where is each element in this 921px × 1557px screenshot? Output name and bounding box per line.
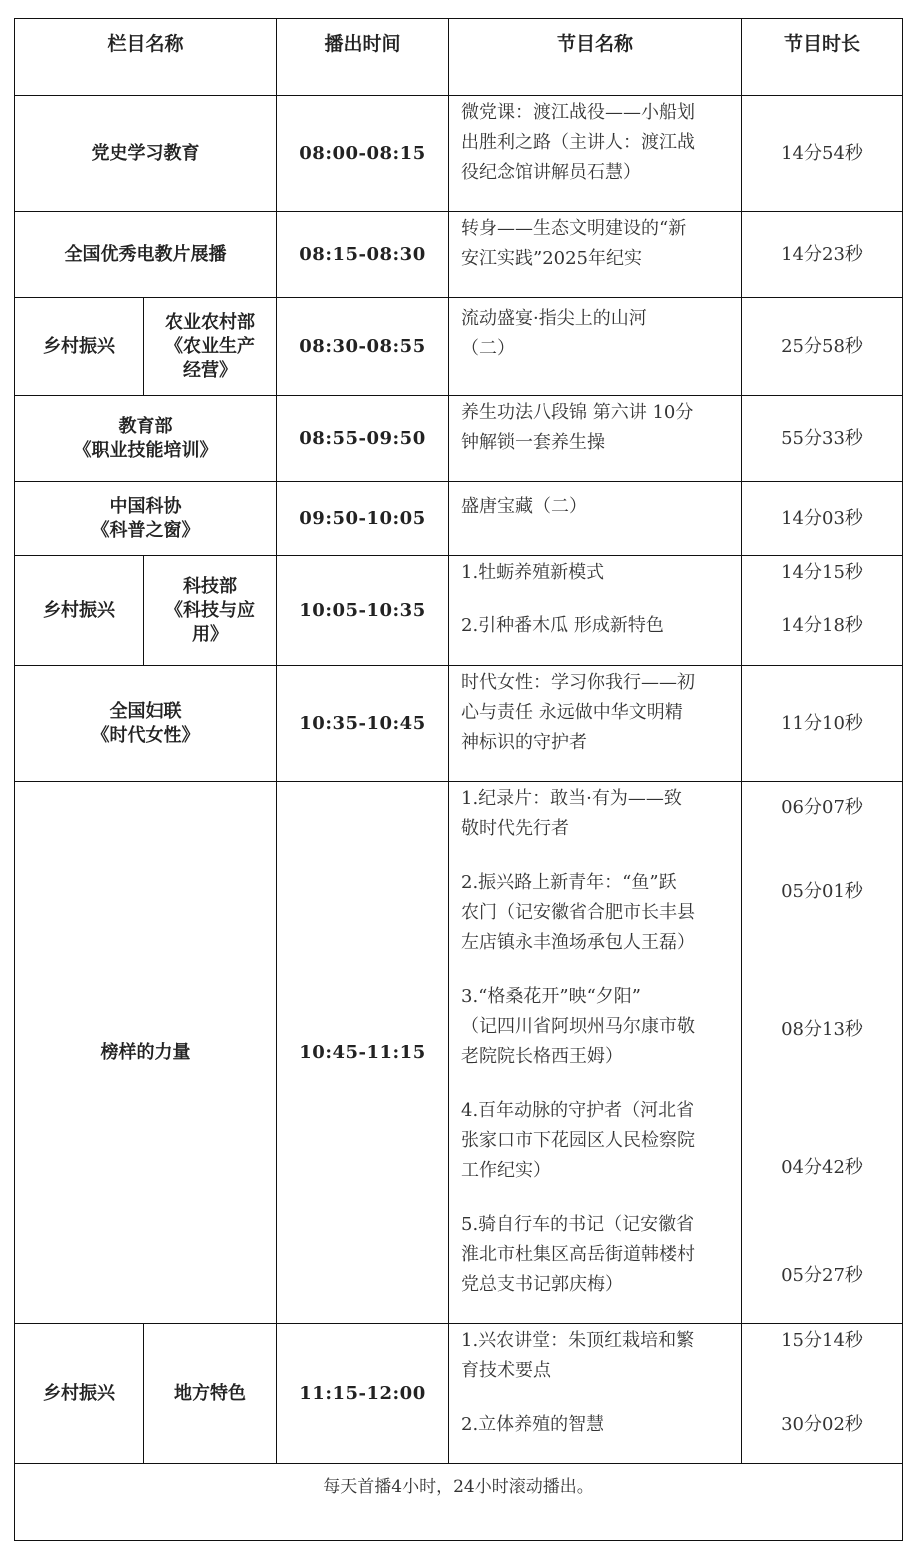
program-line: 1.牡蛎养殖新模式 [461,562,605,583]
sub-column-line: 科技部 [183,575,237,597]
program-line: 左店镇永丰渔场承包人王磊） [461,932,695,953]
column-name-cell: 党史学习教育 [15,96,277,212]
program-line: 淮北市杜集区高岳街道韩楼村 [461,1244,695,1265]
header-program-name: 节目名称 [449,19,742,96]
program-name-cell [449,556,742,666]
header-column-name: 栏目名称 [15,19,277,96]
duration-cell: 14分54秒 [742,96,903,212]
duration-cell: 25分58秒 [742,298,903,396]
column-name-cell: 乡村振兴 [15,298,144,396]
program-line: 役纪念馆讲解员石慧） [461,162,641,183]
sub-column-cell [144,298,277,396]
air-time-cell: 10:05-10:35 [277,556,449,666]
program-line: 2.振兴路上新青年：“鱼”跃 [461,872,677,893]
column-name-line: 教育部 [118,415,173,437]
duration-cell: 55分33秒 [742,396,903,482]
program-line: 出胜利之路（主讲人：渡江战 [461,132,695,153]
program-line: 4.百年动脉的守护者（河北省 [461,1100,695,1121]
footer-row [15,1464,903,1541]
column-name-line: 《科普之窗》 [91,519,200,541]
program-line: 2.立体养殖的智慧 [461,1414,605,1435]
program-name-cell [449,1324,742,1464]
program-line: 育技术要点 [461,1360,551,1381]
sub-column-line: 农业农村部 [165,311,255,333]
program-item [461,1096,731,1186]
program-line: 钟解锁一套养生操 [461,432,605,453]
program-line: 神标识的守护者 [461,732,587,753]
program-line: 转身——生态文明建设的“新 [461,218,687,239]
table-row [15,212,903,298]
header-air-time: 播出时间 [277,19,449,96]
air-time-cell: 08:15-08:30 [277,212,449,298]
program-line: 5.骑自行车的书记（记安徽省 [461,1214,695,1235]
table-row [15,396,903,482]
program-name-cell [449,212,742,298]
duration-line: 05分27秒 [781,1265,863,1286]
table-row [15,782,903,1324]
column-name-cell: 乡村振兴 [15,1324,144,1464]
column-name-line: 《时代女性》 [91,724,200,746]
duration-line: 15分14秒 [781,1330,863,1351]
duration-line: 04分42秒 [781,1157,863,1178]
duration-line: 08分13秒 [781,1019,863,1040]
table-row [15,298,903,396]
duration-line: 14分18秒 [781,615,863,636]
program-line: （二） [461,338,515,359]
table-row [15,96,903,212]
program-line: 张家口市下花园区人民检察院 [461,1130,695,1151]
program-line: （记四川省阿坝州马尔康市敬 [461,1016,695,1037]
program-line: 流动盛宴·指尖上的山河 [461,308,647,329]
sub-column-cell [144,556,277,666]
air-time-cell: 08:30-08:55 [277,298,449,396]
program-item [461,1210,731,1300]
program-name-cell [449,666,742,782]
column-name-line: 全国妇联 [109,700,182,722]
duration-cell [742,1324,903,1464]
sub-column-cell: 地方特色 [144,1324,277,1464]
column-name-cell: 榜样的力量 [15,782,277,1324]
program-line: 党总支书记郭庆梅） [461,1274,623,1295]
column-name-cell [15,396,277,482]
program-line: 安江实践”2025年纪实 [461,248,643,269]
program-line: 1.纪录片：敢当·有为——致 [461,788,682,809]
sub-column-line: 经营》 [183,359,237,381]
duration-cell [742,782,903,1324]
duration-cell: 14分03秒 [742,482,903,556]
air-time-cell: 08:00-08:15 [277,96,449,212]
duration-cell: 14分23秒 [742,212,903,298]
sub-column-line: 《科技与应 [165,599,255,621]
duration-cell: 11分10秒 [742,666,903,782]
program-name-cell [449,298,742,396]
program-line: 老院院长格西王姆） [461,1046,623,1067]
duration-line: 14分15秒 [781,562,863,583]
air-time-cell: 09:50-10:05 [277,482,449,556]
program-line: 敬时代先行者 [461,818,569,839]
program-line: 3.“格桑花开”映“夕阳” [461,986,641,1007]
program-line: 1.兴农讲堂：朱顶红栽培和繁 [461,1330,695,1351]
program-line: 时代女性：学习你我行——初 [461,672,695,693]
table-row [15,666,903,782]
program-item [461,868,731,958]
program-line: 盛唐宝藏（二） [461,496,587,517]
air-time-cell: 10:35-10:45 [277,666,449,782]
column-name-line: 《职业技能培训》 [73,439,218,461]
header-row [15,19,903,96]
column-name-line: 中国科协 [109,495,182,517]
column-name-cell: 乡村振兴 [15,556,144,666]
program-line: 心与责任 永远做中华文明精 [461,702,683,723]
column-name-cell [15,666,277,782]
air-time-cell: 10:45-11:15 [277,782,449,1324]
header-duration: 节目时长 [742,19,903,96]
program-name-cell [449,96,742,212]
program-name-cell [449,782,742,1324]
program-line: 工作纪实） [461,1160,551,1181]
program-item [461,784,731,844]
program-line: 农门（记安徽省合肥市长丰县 [461,902,695,923]
sub-column-line: 《农业生产 [165,335,255,357]
program-line: 2.引种番木瓜 形成新特色 [461,615,664,636]
schedule-table-wrap [14,18,903,1541]
column-name-cell: 全国优秀电教片展播 [15,212,277,298]
duration-cell [742,556,903,666]
duration-line: 06分07秒 [781,797,863,818]
schedule-table [14,18,903,1541]
sub-column-line: 用》 [192,623,228,645]
column-name-cell [15,482,277,556]
program-line: 微党课：渡江战役——小船划 [461,102,695,123]
program-name-cell [449,482,742,556]
program-item [461,982,731,1072]
program-line: 养生功法八段锦 第六讲 10分 [461,402,694,423]
duration-line: 30分02秒 [781,1414,863,1435]
table-row [15,1324,903,1464]
air-time-cell: 08:55-09:50 [277,396,449,482]
air-time-cell: 11:15-12:00 [277,1324,449,1464]
table-row [15,556,903,666]
footer-note: 每天首播4小时，24小时滚动播出。 [15,1464,903,1541]
program-name-cell [449,396,742,482]
table-row [15,482,903,556]
duration-line: 05分01秒 [781,881,863,902]
